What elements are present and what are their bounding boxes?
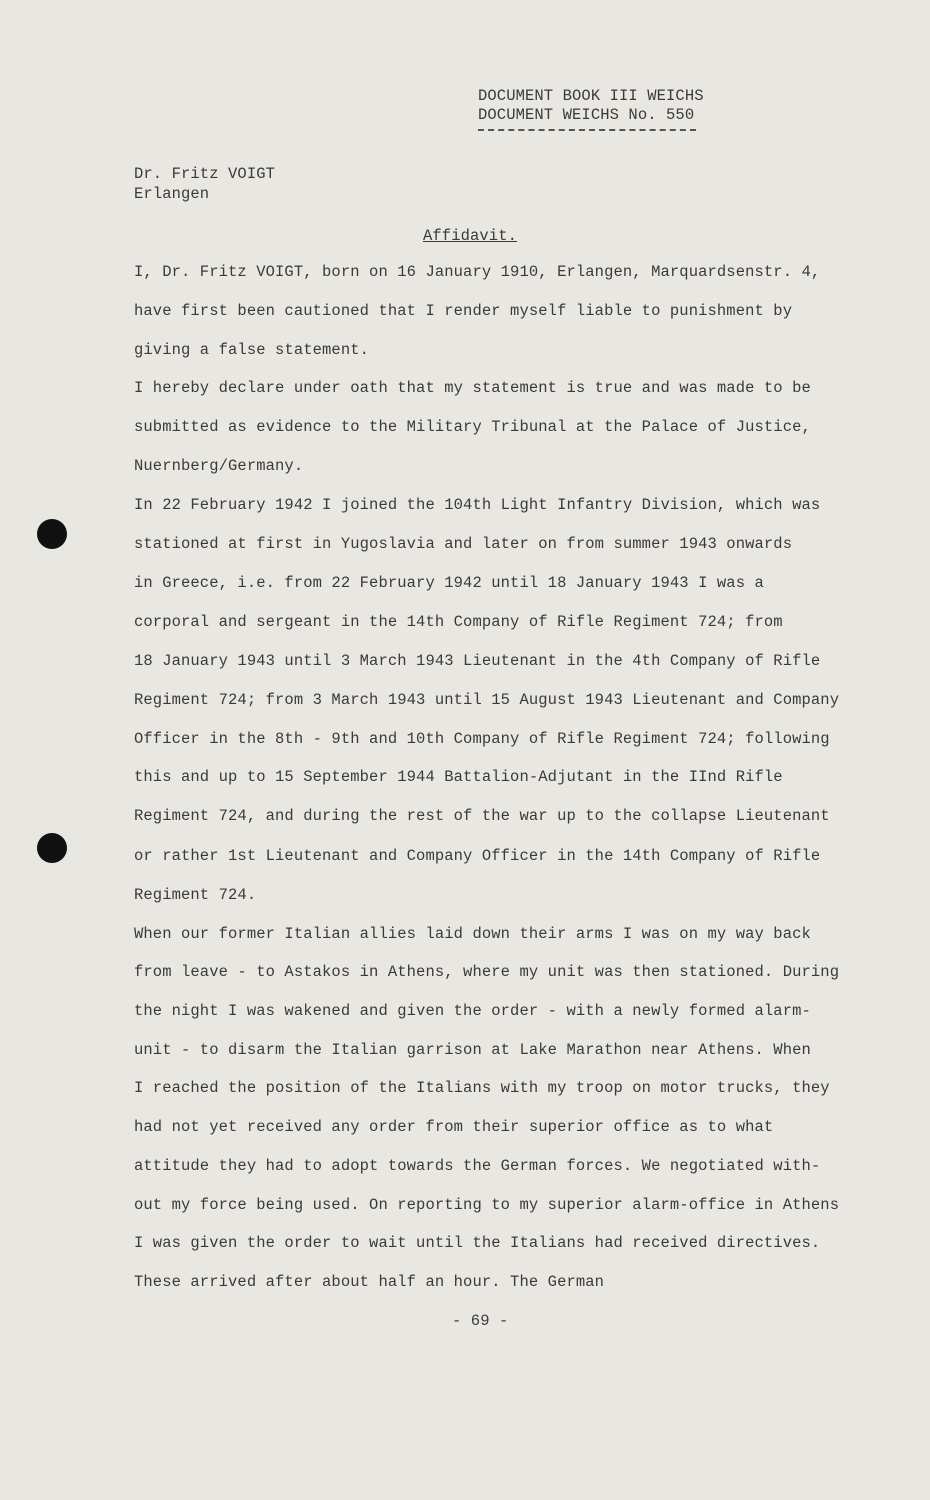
- header-line-1: DOCUMENT BOOK III WEICHS: [478, 87, 704, 105]
- header-rule: [478, 129, 696, 131]
- text-line: Regiment 724; from 3 March 1943 until 15 August 1943 Lieutenant and Company: [134, 691, 840, 709]
- text-line: stationed at first in Yugoslavia and later on from summer 1943 onwards: [134, 535, 793, 553]
- text-line: out my force being used. On reporting to my superior alarm-office in Athens: [134, 1196, 840, 1214]
- punch-hole-bottom: [37, 833, 67, 863]
- text-line: giving a false statement.: [134, 341, 370, 359]
- text-line: this and up to 15 September 1944 Battalion-Adjutant in the IInd Rifle: [134, 768, 783, 786]
- text-line: submitted as evidence to the Military Tribunal at the Palace of Justice,: [134, 418, 811, 436]
- text-line: Nuernberg/Germany.: [134, 457, 304, 475]
- author-name: Dr. Fritz VOIGT: [134, 165, 276, 183]
- text-line: attitude they had to adopt towards the German forces. We negotiated with-: [134, 1157, 821, 1175]
- text-line: I, Dr. Fritz VOIGT, born on 16 January 1910, Erlangen, Marquardsenstr. 4,: [134, 263, 821, 281]
- header-line-2: DOCUMENT WEICHS No. 550: [478, 106, 695, 124]
- text-line: Officer in the 8th - 9th and 10th Company of Rifle Regiment 724; following: [134, 730, 830, 748]
- text-line: the night I was wakened and given the order - with a newly formed alarm-: [134, 1002, 811, 1020]
- text-line: Regiment 724, and during the rest of the war up to the collapse Lieutenant: [134, 807, 830, 825]
- text-line: have first been cautioned that I render myself liable to punishment by: [134, 302, 793, 320]
- text-line: had not yet received any order from their superior office as to what: [134, 1118, 774, 1136]
- text-line: These arrived after about half an hour. The German: [134, 1273, 605, 1291]
- text-line: or rather 1st Lieutenant and Company Officer in the 14th Company of Rifle: [134, 847, 821, 865]
- text-line: Regiment 724.: [134, 886, 257, 904]
- document-title: Affidavit.: [423, 227, 518, 245]
- page-number: - 69 -: [452, 1312, 509, 1330]
- text-line: I was given the order to wait until the Italians had received directives.: [134, 1234, 821, 1252]
- text-line: in Greece, i.e. from 22 February 1942 until 18 January 1943 I was a: [134, 574, 764, 592]
- text-line: In 22 February 1942 I joined the 104th Light Infantry Division, which was: [134, 496, 821, 514]
- text-line: corporal and sergeant in the 14th Company of Rifle Regiment 724; from: [134, 613, 783, 631]
- text-line: unit - to disarm the Italian garrison at Lake Marathon near Athens. When: [134, 1041, 811, 1059]
- text-line: from leave - to Astakos in Athens, where my unit was then stationed. During: [134, 963, 840, 981]
- text-line: I reached the position of the Italians with my troop on motor trucks, they: [134, 1079, 830, 1097]
- punch-hole-top: [37, 519, 67, 549]
- text-line: When our former Italian allies laid down their arms I was on my way back: [134, 925, 811, 943]
- text-line: I hereby declare under oath that my statement is true and was made to be: [134, 379, 811, 397]
- author-city: Erlangen: [134, 185, 210, 203]
- text-line: 18 January 1943 until 3 March 1943 Lieutenant in the 4th Company of Rifle: [134, 652, 821, 670]
